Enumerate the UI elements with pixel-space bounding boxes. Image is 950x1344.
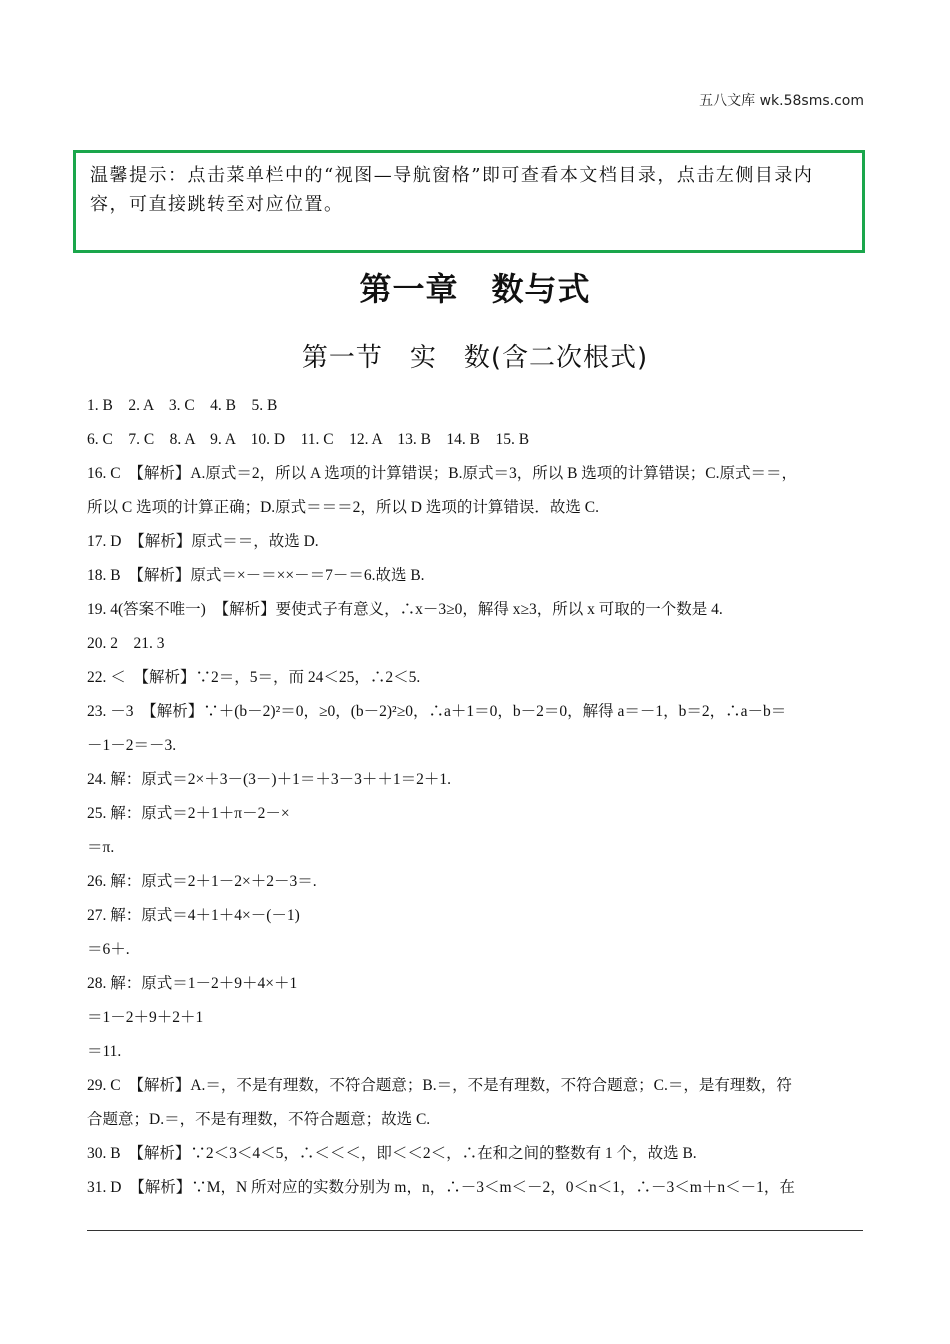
answer-line: 28. 解：原式＝1－2＋9＋4×＋1 [87,975,298,992]
answer-line: 25. 解：原式＝2＋1＋π－2－× [87,805,290,822]
site-watermark: 五八文库 wk.58sms.com [699,93,864,109]
answer-line: 24. 解：原式＝2×＋3－(3－)＋1＝＋3－3＋＋1＝2＋1. [87,771,451,788]
answer-line: 27. 解：原式＝4＋1＋4×－(－1) [87,907,300,924]
answer-line: 31. D 【解析】∵M，N 所对应的实数分别为 m，n，∴－3＜m＜－2，0＜n＜1，∴－3＜m＋n＜－1，在 [87,1179,795,1196]
answer-line: 19. 4(答案不唯一) 【解析】要使式子有意义，∴x－3≥0，解得 x≥3，所以 x 可取的一个数是 4. [87,601,723,618]
answer-line: 29. C 【解析】A.＝，不是有理数，不符合题意；B.＝，不是有理数，不符合题意；C.＝，是有理数，符 [87,1077,792,1094]
answer-line: ＝11. [87,1043,122,1060]
answer-line: －1－2＝－3. [87,737,177,754]
section-title: 第一节 实 数(含二次根式) [301,343,649,373]
answer-line: ＝1－2＋9＋2＋1 [87,1009,204,1026]
answer-line: 合题意；D.＝，不是有理数，不符合题意；故选 C. [87,1111,431,1128]
answer-list [87,389,867,1205]
answer-line: 16. C 【解析】A.原式＝2，所以 A 选项的计算错误；B.原式＝3，所以 B 选项的计算错误；C.原式＝＝， [87,465,798,482]
chapter-title: 第一章 数与式 [359,270,591,308]
answer-line: 30. B 【解析】∵2＜3＜4＜5，∴＜＜＜，即＜＜2＜，∴在和之间的整数有 1 个，故选 B. [87,1145,697,1162]
answer-line: 26. 解：原式＝2＋1－2×＋2－3＝. [87,873,317,890]
answer-line: 20. 2 21. 3 [87,635,165,652]
answer-line: 17. D 【解析】原式＝＝，故选 D. [87,533,319,550]
answer-line: 所以 C 选项的计算正确；D.原式＝＝＝2，所以 D 选项的计算错误．故选 C. [87,499,599,516]
answer-line: 1. B 2. A 3. C 4. B 5. B [87,397,278,414]
answer-line: 18. B 【解析】原式＝×－＝××－＝7－＝6.故选 B. [87,567,425,584]
footer-divider [87,1230,863,1231]
answer-line: 22. ＜ 【解析】∵2＝，5＝，而 24＜25，∴2＜5. [87,669,421,686]
navigation-tip-box: 温馨提示：点击菜单栏中的“视图—导航窗格”即可查看本文档目录，点击左侧目录内容，可直接跳转至对应位置。 [73,150,865,253]
answer-line: 6. C 7. C 8. A 9. A 10. D 11. C 12. A 13. B 14. B 15. B [87,431,530,448]
answer-line: 23. －3 【解析】∵＋(b－2)²＝0，≥0，(b－2)²≥0，∴a＋1＝0，b－2＝0，解得 a＝－1，b＝2，∴a－b＝ [87,703,787,720]
answer-line: ＝π. [87,839,115,856]
answer-line: ＝6＋. [87,941,130,958]
